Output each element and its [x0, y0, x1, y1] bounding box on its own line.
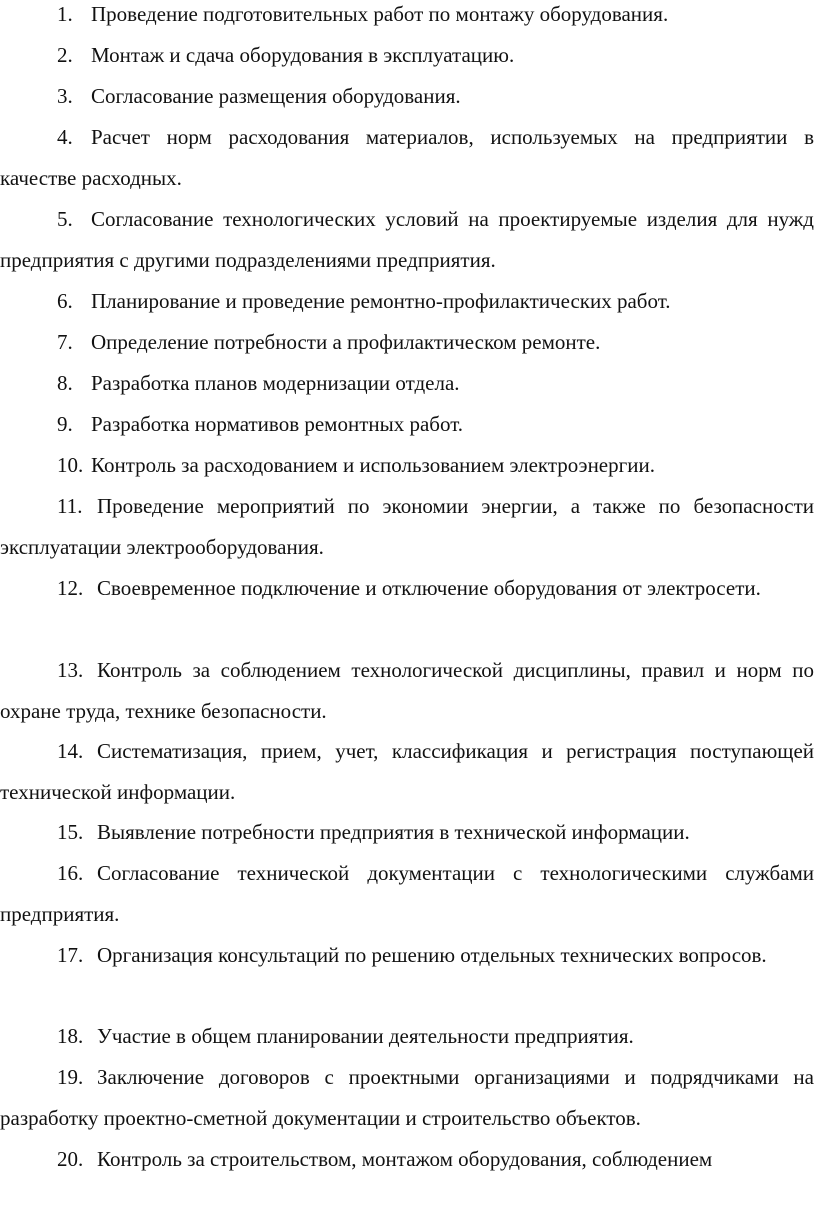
item-text: Систематизация, прием, учет, классификация и регистрация поступающей технической информации.	[0, 739, 814, 804]
item-text: Контроль за расходованием и использованием электроэнергии.	[91, 453, 655, 477]
item-number: 9.	[57, 412, 73, 436]
item-text: Определение потребности а профилактическом ремонте.	[91, 330, 601, 354]
list-item	[0, 363, 814, 404]
list-item	[0, 445, 814, 486]
item-number: 6.	[57, 289, 73, 313]
item-text: Разработка нормативов ремонтных работ.	[91, 412, 464, 436]
item-number: 18.	[57, 1024, 84, 1048]
item-number: 4.	[57, 125, 73, 149]
item-number: 15.	[57, 820, 84, 844]
item-number: 7.	[57, 330, 73, 354]
list-item	[0, 812, 814, 853]
list-item	[0, 731, 814, 812]
list-item	[0, 853, 814, 934]
list-item	[0, 281, 814, 322]
list-item	[0, 1139, 814, 1180]
item-text: Согласование размещения оборудования.	[91, 84, 461, 108]
item-number: 3.	[57, 84, 73, 108]
item-number: 2.	[57, 43, 73, 67]
item-number: 12.	[57, 576, 84, 600]
item-number: 14.	[57, 739, 84, 763]
item-number: 5.	[57, 207, 73, 231]
item-text: Контроль за соблюдением технологической дисциплины, правил и норм по охране труда, технике безопасности.	[0, 658, 814, 723]
item-number: 20.	[57, 1147, 84, 1171]
list-item	[0, 0, 814, 35]
item-text: Расчет норм расходования материалов, используемых на предприятии в качестве расходных.	[0, 125, 814, 190]
list-item	[0, 1057, 814, 1138]
item-number: 10.	[57, 453, 84, 477]
item-number: 13.	[57, 658, 84, 682]
item-text: Участие в общем планировании деятельности предприятия.	[97, 1024, 634, 1048]
item-number: 17.	[57, 943, 84, 967]
list-item	[0, 486, 814, 567]
item-text: Контроль за строительством, монтажом оборудования, соблюдением	[97, 1147, 713, 1171]
item-number: 1.	[57, 2, 73, 26]
list-item	[0, 935, 814, 976]
item-number: 16.	[57, 861, 84, 885]
item-text: Планирование и проведение ремонтно-профилактических работ.	[91, 289, 671, 313]
item-text: Согласование технологических условий на проектируемые изделия для нужд предприятия с другими подразделениями предприятия.	[0, 207, 814, 272]
item-text: Выявление потребности предприятия в технической информации.	[97, 820, 690, 844]
list-item	[0, 650, 814, 731]
item-number: 8.	[57, 371, 73, 395]
list-item	[0, 322, 814, 363]
list-item	[0, 76, 814, 117]
item-text: Организация консультаций по решению отдельных технических вопросов.	[97, 943, 767, 967]
item-text: Своевременное подключение и отключение оборудования от электросети.	[97, 576, 761, 600]
item-text: Монтаж и сдача оборудования в эксплуатацию.	[91, 43, 515, 67]
item-text: Заключение договоров с проектными организациями и подрядчиками на разработку проектно-сметной документации и строительство объектов.	[0, 1065, 814, 1130]
item-number: 11.	[57, 494, 83, 518]
item-text: Разработка планов модернизации отдела.	[91, 371, 460, 395]
item-text: Проведение мероприятий по экономии энергии, а также по безопасности эксплуатации электрооборудования.	[0, 494, 814, 559]
list-item	[0, 117, 814, 198]
list-item	[0, 1016, 814, 1057]
list-item	[0, 404, 814, 445]
list-item	[0, 35, 814, 76]
item-text: Согласование технической документации с технологическими службами предприятия.	[0, 861, 814, 926]
item-number: 19.	[57, 1065, 84, 1089]
list-item	[0, 568, 814, 609]
item-text: Проведение подготовительных работ по монтажу оборудования.	[91, 2, 669, 26]
list-item	[0, 199, 814, 280]
